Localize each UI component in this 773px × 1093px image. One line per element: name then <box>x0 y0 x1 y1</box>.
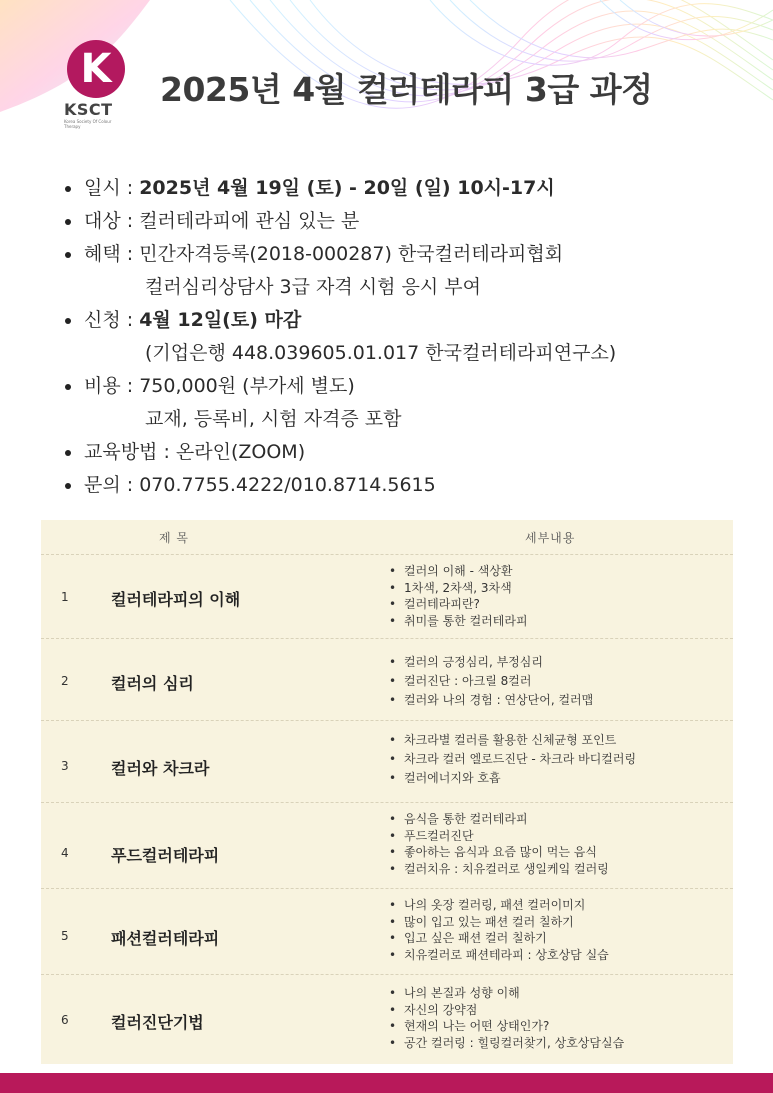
detail-item: • 나의 본질과 성향 이해 <box>386 985 624 1002</box>
row-number: 2 <box>61 674 69 688</box>
detail-item: • 컬러진단 : 아크릴 8컬러 <box>386 672 593 691</box>
detail-item: • 나의 옷장 컬러링, 패션 컬러이미지 <box>386 897 609 914</box>
detail-item: • 컬러의 이해 - 색상환 <box>386 563 528 580</box>
detail-item: • 자신의 강약점 <box>386 1002 624 1019</box>
row-details <box>386 985 624 1051</box>
info-benefit <box>64 238 754 271</box>
row-number: 4 <box>61 846 69 860</box>
info-benefit-cont: 컬러심리상담사 3급 자격 시험 응시 부여 <box>145 276 481 298</box>
info-value: 2025년 4월 19일 (토) - 20일 (일) 10시-17시 <box>139 177 555 199</box>
detail-item: • 차크라 컬러 엘로드진단 - 차크라 바디컬러링 <box>386 750 636 769</box>
row-details <box>386 731 636 788</box>
detail-item: • 공간 컬러링 : 힐링컬러찾기, 상호상담실습 <box>386 1035 624 1052</box>
row-number: 5 <box>61 929 69 943</box>
info-value: 컬러테라피에 관심 있는 분 <box>139 210 360 232</box>
info-apply-cont: (기업은행 448.039605.01.017 한국컬러테라피연구소) <box>145 342 617 364</box>
row-topic: 컬러진단기법 <box>111 1013 204 1032</box>
table-row <box>41 555 733 639</box>
detail-item: • 좋아하는 음식과 요즘 많이 먹는 음식 <box>386 844 609 861</box>
ksct-logo <box>64 40 128 129</box>
detail-item: • 치유컬러로 패션테라피 : 상호상담 실습 <box>386 947 609 964</box>
info-label: 대상 : <box>84 210 140 232</box>
detail-item: • 취미를 통한 컬러테라피 <box>386 613 528 630</box>
logo-emblem: K <box>67 40 125 98</box>
row-details <box>386 897 609 963</box>
logo-subtitle: Korea Society Of Colour Therapy <box>64 119 112 129</box>
detail-item: • 차크라별 컬러를 활용한 신체균형 포인트 <box>386 731 636 750</box>
row-topic: 컬러와 차크라 <box>111 759 210 778</box>
info-label: 비용 : <box>84 375 140 397</box>
detail-item: • 컬러테라피란? <box>386 596 528 613</box>
info-cost-cont: 교재, 등록비, 시험 자격증 포함 <box>145 408 402 430</box>
info-label: 교육방법 : <box>84 441 176 463</box>
table-row <box>41 803 733 889</box>
detail-item: • 컬러에너지와 호흡 <box>386 769 636 788</box>
info-value: 750,000원 (부가세 별도) <box>139 375 355 397</box>
detail-item: • 컬러와 나의 경험 : 연상단어, 컬러맵 <box>386 691 593 710</box>
detail-item: • 컬러의 긍정심리, 부정심리 <box>386 653 593 672</box>
detail-item: • 음식을 통한 컬러테라피 <box>386 811 609 828</box>
detail-item: • 많이 입고 있는 패션 컬러 칠하기 <box>386 914 609 931</box>
detail-item: • 입고 싶은 패션 컬러 칠하기 <box>386 930 609 947</box>
footer-bar <box>0 1073 773 1093</box>
row-topic: 컬러테라피의 이해 <box>111 590 241 609</box>
info-value: 4월 12일(토) 마감 <box>139 309 302 331</box>
header-title: 제 목 <box>159 531 189 545</box>
detail-item: • 1차색, 2차색, 3차색 <box>386 580 528 597</box>
info-label: 혜택 : <box>84 243 140 265</box>
info-label: 문의 : <box>84 474 140 496</box>
table-row <box>41 975 733 1064</box>
info-cost <box>64 370 754 403</box>
page-title: 2025년 4월 컬러테라피 3급 과정 <box>160 70 653 109</box>
info-contact <box>64 469 754 502</box>
row-topic: 푸드컬러테라피 <box>111 846 220 865</box>
row-details <box>386 563 528 629</box>
row-number: 3 <box>61 759 69 773</box>
curriculum-table <box>41 520 733 1064</box>
table-row <box>41 721 733 803</box>
info-target <box>64 205 754 238</box>
info-value: 070.7755.4222/010.8714.5615 <box>139 474 436 496</box>
info-value: 온라인(ZOOM) <box>175 441 306 463</box>
header-details: 세부내용 <box>525 531 576 545</box>
row-number: 6 <box>61 1013 69 1027</box>
table-header <box>41 520 733 555</box>
table-row <box>41 889 733 975</box>
info-schedule <box>64 172 754 205</box>
info-label: 신청 : <box>84 309 140 331</box>
table-row <box>41 639 733 721</box>
detail-item: • 현재의 나는 어떤 상태인가? <box>386 1018 624 1035</box>
info-value: 민간자격등록(2018-000287) 한국컬러테라피협회 <box>139 243 564 265</box>
detail-item: • 푸드컬러진단 <box>386 828 609 845</box>
info-method <box>64 436 754 469</box>
logo-text: KSCT <box>64 100 113 119</box>
row-topic: 컬러의 심리 <box>111 674 194 693</box>
info-label: 일시 : <box>84 177 140 199</box>
row-details <box>386 653 593 710</box>
row-details <box>386 811 609 877</box>
row-topic: 패션컬러테라피 <box>111 929 220 948</box>
info-apply <box>64 304 754 337</box>
course-info <box>64 172 754 502</box>
row-number: 1 <box>61 590 69 604</box>
detail-item: • 컬러치유 : 치유컬러로 생일케잌 컬러링 <box>386 861 609 878</box>
